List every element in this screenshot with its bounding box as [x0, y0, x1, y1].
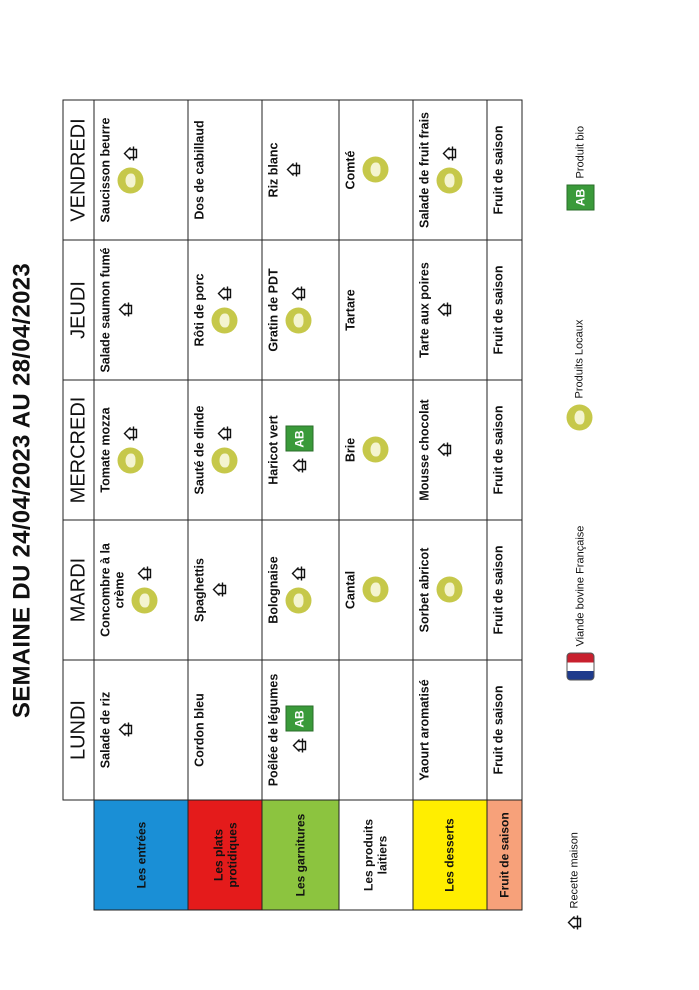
menu-cell — [338, 660, 412, 800]
dish-name: Bolognaise — [266, 555, 281, 624]
house-icon — [436, 302, 452, 318]
dish-name: Spaghettis — [192, 557, 207, 622]
menu-cell — [262, 520, 339, 660]
dish-name: Salade de riz — [98, 691, 112, 768]
category-label: Les produits laitiers — [338, 800, 412, 910]
menu-cell — [262, 660, 339, 800]
menu-cell — [338, 380, 412, 520]
day-header: MERCREDI — [63, 380, 94, 520]
menu-cell — [94, 100, 188, 240]
menu-cell — [412, 100, 486, 240]
bio-icon: AB — [566, 184, 594, 210]
menu-row — [262, 100, 339, 910]
day-header-row — [63, 100, 94, 910]
dish-name: Riz blanc — [266, 142, 281, 197]
dish-name: Sauté de dinde — [192, 405, 207, 494]
day-header: MARDI — [63, 520, 94, 660]
menu-cell — [262, 100, 339, 240]
category-label: Les garnitures — [262, 800, 339, 910]
local-product-icon — [362, 157, 388, 183]
menu-cell — [94, 660, 188, 800]
menu-cell — [486, 240, 521, 380]
house-icon — [117, 722, 133, 738]
menu-row — [412, 100, 486, 910]
dish-name: Rôti de porc — [192, 273, 207, 346]
local-product-icon — [285, 308, 311, 334]
dish-icons — [131, 520, 157, 659]
dish-icons — [211, 520, 227, 659]
legend-viande-bovine — [566, 525, 594, 680]
dish-icons — [436, 380, 452, 519]
house-icon — [290, 566, 306, 582]
house-icon — [441, 146, 457, 162]
menu-cell — [188, 100, 262, 240]
local-product-icon — [436, 168, 462, 194]
menu-row — [188, 100, 262, 910]
dish-name: Tarte aux poires — [416, 261, 431, 358]
menu-cell — [412, 520, 486, 660]
dish-name: Comté — [342, 150, 357, 189]
viande-bovine-francaise-icon — [566, 652, 594, 680]
dish-name: Tomate mozza — [98, 406, 112, 493]
local-product-icon — [362, 577, 388, 603]
local-product-icon — [131, 588, 157, 614]
menu-cell — [262, 240, 339, 380]
dish-name: Salade de fruit frais — [416, 111, 431, 228]
menu-cell — [94, 240, 188, 380]
dish-icons — [211, 380, 237, 519]
menu-cell — [486, 380, 521, 520]
house-icon — [291, 458, 307, 474]
dish-icons — [117, 100, 143, 239]
menu-cell — [486, 100, 521, 240]
category-label: Les desserts — [412, 800, 486, 910]
dish-icons — [285, 100, 301, 239]
house-icon — [211, 582, 227, 598]
house-icon — [566, 914, 582, 930]
menu-cell — [94, 380, 188, 520]
day-header: VENDREDI — [63, 100, 94, 240]
local-product-icon — [362, 437, 388, 463]
category-label: Les entrées — [94, 800, 188, 910]
menu-cell — [188, 240, 262, 380]
menu-cell — [338, 240, 412, 380]
house-icon — [122, 426, 138, 442]
menu-cell — [486, 660, 521, 800]
house-icon — [436, 442, 452, 458]
house-icon — [136, 566, 152, 582]
menu-row — [338, 100, 412, 910]
local-product-icon — [436, 577, 462, 603]
dish-name: Cantal — [342, 570, 357, 609]
dish-name: Saucisson beurre — [98, 117, 112, 222]
dish-name: Concombre à la crème — [98, 542, 126, 637]
dish-icons — [117, 240, 133, 379]
dish-name: Cordon bleu — [192, 692, 207, 767]
menu-cell — [338, 520, 412, 660]
house-icon — [291, 738, 307, 754]
legend-label: Produits Locaux — [573, 319, 585, 398]
local-product-icon — [285, 588, 311, 614]
local-product-icon — [211, 448, 237, 474]
page-title: SEMAINE DU 24/04/2023 AU 28/04/2023 — [8, 262, 35, 718]
dish-name: Gratin de PDT — [266, 267, 281, 352]
dish-name: Brie — [342, 437, 357, 462]
day-header: JEUDI — [63, 240, 94, 380]
dish-icons — [211, 240, 237, 379]
dish-name: Poêlée de légumes — [266, 673, 281, 786]
dish-name: Fruit de saison — [490, 685, 505, 774]
dish-name: Yaourt aromatisé — [416, 678, 431, 781]
bio-icon: AB — [285, 426, 313, 452]
dish-name: Fruit de saison — [490, 125, 505, 214]
dish-name — [339, 660, 343, 799]
dish-icons — [362, 380, 388, 519]
dish-name: Salade saumon fumé — [98, 246, 112, 373]
bio-icon: AB — [285, 706, 313, 732]
dish-name: Fruit de saison — [490, 405, 505, 494]
corner-cell — [63, 800, 94, 910]
dish-icons — [285, 380, 313, 519]
menu-cell — [188, 380, 262, 520]
legend-label: Viande bovine Française — [574, 525, 586, 646]
dish-name: Fruit de saison — [490, 265, 505, 354]
dish-name: Mousse chocolat — [416, 398, 431, 501]
dish-icons — [285, 520, 311, 659]
local-product-icon — [117, 448, 143, 474]
legend-produit-bio — [566, 125, 594, 210]
menu-cell — [188, 660, 262, 800]
house-icon — [122, 146, 138, 162]
house-icon — [290, 286, 306, 302]
house-icon — [117, 302, 133, 318]
legend-recette-maison — [566, 832, 582, 930]
dish-name: Sorbet abricot — [416, 547, 431, 632]
dish-icons — [285, 240, 311, 379]
category-label: Les plats protidiques — [188, 800, 262, 910]
menu-cell — [94, 520, 188, 660]
weekly-menu-table — [62, 99, 522, 910]
menu-row — [94, 100, 188, 910]
dish-icons — [362, 520, 388, 659]
dish-icons — [117, 660, 133, 799]
menu-cell — [486, 520, 521, 660]
dish-icons — [117, 380, 143, 519]
dish-icons — [436, 100, 462, 239]
category-label: Fruit de saison — [486, 800, 521, 910]
menu-cell — [412, 660, 486, 800]
menu-row — [486, 100, 521, 910]
legend-label: Produit bio — [574, 125, 586, 178]
local-product-icon — [566, 404, 592, 430]
menu-cell — [412, 240, 486, 380]
house-icon — [216, 426, 232, 442]
dish-icons — [285, 660, 313, 799]
legend-label: Recette maison — [568, 831, 580, 908]
menu-cell — [412, 380, 486, 520]
dish-icons — [436, 520, 462, 659]
menu-cell — [262, 380, 339, 520]
house-icon — [216, 286, 232, 302]
local-product-icon — [117, 168, 143, 194]
dish-name: Dos de cabillaud — [192, 119, 207, 220]
menu-cell — [338, 100, 412, 240]
legend-produits-locaux — [566, 319, 592, 430]
day-header: LUNDI — [63, 660, 94, 800]
dish-icons — [436, 240, 452, 379]
menu-cell — [188, 520, 262, 660]
dish-name: Haricot vert — [266, 414, 281, 485]
dish-name: Fruit de saison — [490, 545, 505, 634]
dish-icons — [362, 100, 388, 239]
dish-name: Tartare — [342, 288, 357, 331]
local-product-icon — [211, 308, 237, 334]
house-icon — [285, 162, 301, 178]
